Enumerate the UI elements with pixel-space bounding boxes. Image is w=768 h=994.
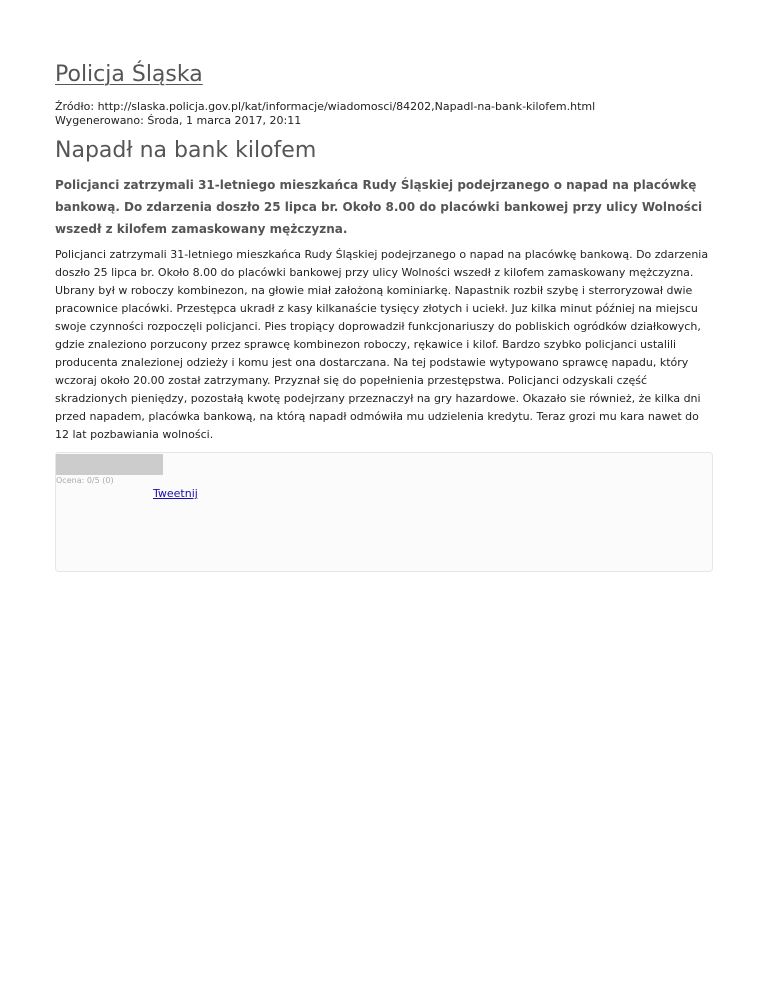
generated-line: Wygenerowano: Środa, 1 marca 2017, 20:11 [55,114,302,127]
article-lead: Policjanci zatrzymali 31-letniego mieszkańca Rudy Śląskiej podejrzanego o napad na placówkę bankową. Do zdarzenia doszło 25 lipca br. Około 8.00 do placówki bankowej przy ulicy Wolności wszedł z kilofem zamaskowany mężczyzna. [55,178,703,236]
meta-info [55,100,595,128]
rating-stars-bar[interactable] [56,454,163,475]
site-title[interactable]: Policja Śląska [55,62,203,87]
source-line: Źródło: http://slaska.policja.gov.pl/kat/informacje/wiadomosci/84202,Napadl-na-bank-kilofem.html [55,100,596,113]
social-panel [55,452,713,572]
article-title: Napadł na bank kilofem [55,138,317,163]
tweet-link[interactable]: Tweetnij [153,487,198,500]
rating-label: Ocena: 0/5 (0) [56,476,114,485]
article-body: Policjanci zatrzymali 31-letniego mieszkańca Rudy Śląskiej podejrzanego o napad na placówkę bankową. Do zdarzenia doszło 25 lipca br. Około 8.00 do placówki bankowej przy ulicy Wolności wszedł z kilofem zamaskowany mężczyzna. Ubrany był w roboczy kombinezon, na głowie miał założoną kominiarkę. Napastnik rozbił szybę i sterroryzował dwie pracownice placówki. Przestępca ukradł z kasy kilkanaście tysięcy złotych i uciekł. Juz kilka minut później na miejscu swoje czynności rozpoczęli policjanci. Pies tropiący doprowadził funkcjonariuszy do pobliskich ogródków działkowych, gdzie znaleziono porzucony przez sprawcę kombinezon roboczy, rękawice i kilof. Bardzo szybko policjanci ustalili producenta znalezionej odzieży i komu jest ona dostarczana. Na tej podstawie wytypowano sprawcę napadu, który wczoraj około 20.00 został zatrzymany. Przyznał się do popełnienia przestępstwa. Policjanci odzyskali część skradzionych pieniędzy, pozostałą kwotę podejrzany przeznaczył na gry hazardowe. Okazało sie również, że kilka dni przed napadem, placówka bankową, na którą napadł odmówiła mu udzielenia kredytu. Teraz grozi mu kara nawet do 12 lat pozbawiania wolności. [55,248,709,441]
